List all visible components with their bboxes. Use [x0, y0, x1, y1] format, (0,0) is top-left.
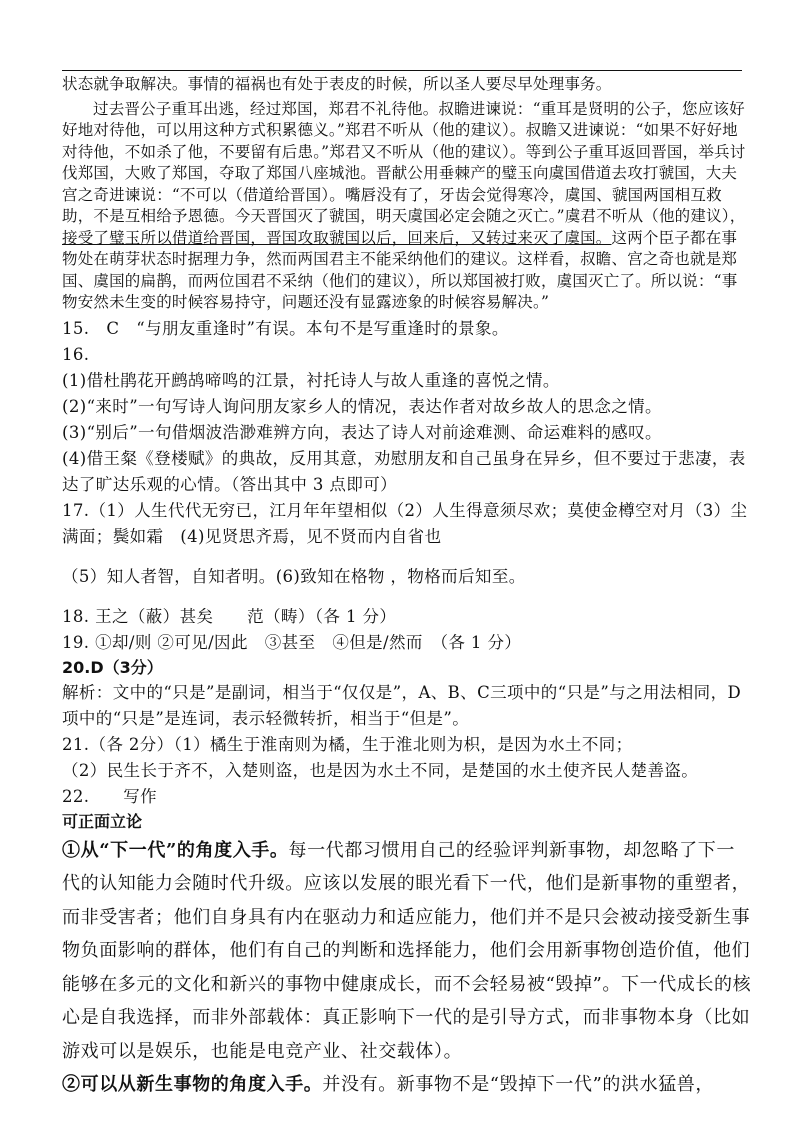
essay-point-1-title: ①从“下一代”的角度入手。 — [62, 839, 289, 861]
answer-21-2: （2）民生长于齐不，入楚则盗，也是因为水土不同，是楚国的水土使齐民人楚善盗。 — [62, 760, 699, 780]
answer-16-2: (2)“来时”一句写诗人询问朋友家乡人的情况，表达作者对故乡故人的思念之情。 — [62, 396, 662, 416]
passage-continuation: 状态就争取解决。事情的福祸也有处于表皮的时候，所以圣人要尽早处理事务。 — [62, 75, 612, 93]
passage-paragraph — [62, 99, 752, 314]
answer-16: 16. — [62, 344, 90, 364]
answer-20-explanation: 解析：文中的“只是”是副词，相当于“仅仅是”，A、B、C三项中的“只是”与之用法相同，D项中的“只是”是连词，表示轻微转折，相当于“但是”。 — [62, 682, 742, 728]
answer-16-3: (3)“别后”一句借烟波浩渺难辨方向，表达了诗人对前途难测、命运难料的感叹。 — [62, 422, 662, 442]
answer-21-1: 21.（各 2分）（1）橘生于淮南则为橘，生于淮北则为枳，是因为水土不同； — [62, 734, 633, 754]
answer-15: 15. C “与朋友重逢时”有误。本句不是写重逢时的景象。 — [62, 318, 509, 338]
answer-22: 22. 写作 — [62, 786, 158, 806]
answer-19: 19. ①却/则 ②可见/因此 ③甚至 ④但是/然而 （各 1 分） — [62, 632, 522, 652]
passage-underlined-text: 接受了璧玉所以借道给晋国，晋国攻取虢国以后，回来后，又转过来灭了虞国。 — [62, 228, 612, 247]
essay-point-2-body: 并没有。新事物不是“毁掉下一代”的洪水猛兽， — [322, 1074, 715, 1095]
spacer — [62, 590, 752, 604]
answer-18: 18. 王之（蔽）甚矣 范（畴）（各 1 分） — [62, 606, 397, 626]
header-rule — [62, 70, 742, 71]
passage-text-1: 过去晋公子重耳出逃，经过郑国，郑君不礼待他。叔瞻进谏说：“重耳是贤明的公子，您应该好好地对待他，可以用这种方式积累德义。”郑君不听从（他的建议）。叔瞻又进谏说：“如果不好好地对待他，不如杀了他，不要留有后患。”郑君又不听从（他的建议）。等到公子重耳返回晋国，举兵讨伐郑国，大败了郑国，夺取了郑国八座城池。晋献公用垂棘产的璧玉向虞国借道去攻打虢国，大夫宫之奇进谏说：“不可以（借道给晋国）。嘴唇没有了，牙齿会觉得寒冷，虞国、虢国两国相互救助，不是互相给予恩德。今天晋国灭了虢国，明天虞国必定会随之灭亡。”虞君不听从（他的建议）， — [62, 99, 746, 225]
document-page — [62, 74, 752, 1102]
answer-17-5: （5）知人者智，自知者明。(6)致知在格物 ，物格而后知至。 — [62, 566, 526, 586]
essay-heading: 可正面立论 — [62, 811, 143, 831]
spacer — [62, 550, 752, 564]
answer-20: 20.D（3分） — [62, 657, 163, 677]
passage-text-2: 这两个臣子都在事物处在萌芽状态时据理力争，然而两国君主不能采纳他们的建议。这样看，叔瞻、宫之奇也就是郑国、虞国的扁鹊，而两位国君不采纳（他们的建议），所以郑国被打败，虞国灭亡了。所以说：“事物安然未生变的时候容易持守，问题还没有显露迹象的时候容易解决。” — [62, 228, 738, 311]
essay-point-2 — [62, 1068, 752, 1102]
answer-16-4: (4)借王粲《登楼赋》的典故，反用其意，劝慰朋友和自己虽身在异乡，但不要过于悲凄，表达了旷达乐观的心情。（答出其中 3 点即可） — [62, 448, 746, 494]
answer-16-1: (1)借杜鹃花开鹧鸪啼鸣的江景，衬托诗人与故人重逢的喜悦之情。 — [62, 370, 560, 390]
essay-point-1 — [62, 834, 752, 1069]
essay-point-2-title: ②可以从新生事物的角度入手。 — [62, 1074, 323, 1095]
essay-point-1-body: 每一代都习惯用自己的经验评判新事物，却忽略了下一代的认知能力会随时代升级。应该以发展的眼光看下一代，他们是新事物的重塑者，而非受害者；他们自身具有内在驱动力和适应能力，他们并不是只会被动接受新生事物负面影响的群体，他们有自己的判断和选择能力，他们会用新事物创造价值，他们能够在多元的文化和新兴的事物中健康成长，而不会轻易被“毁掉”。下一代成长的核心是自我选择，而非外部载体：真正影响下一代的是引导方式，而非事物本身（比如游戏可以是娱乐，也能是电竞产业、社交载体）。 — [62, 839, 752, 1062]
answer-17: 17.（1）人生代代无穷已，江月年年望相似（2）人生得意须尽欢；莫使金樽空对月（3）尘满面；鬓如霜 (4)见贤思齐焉，见不贤而内自省也 — [62, 500, 748, 546]
